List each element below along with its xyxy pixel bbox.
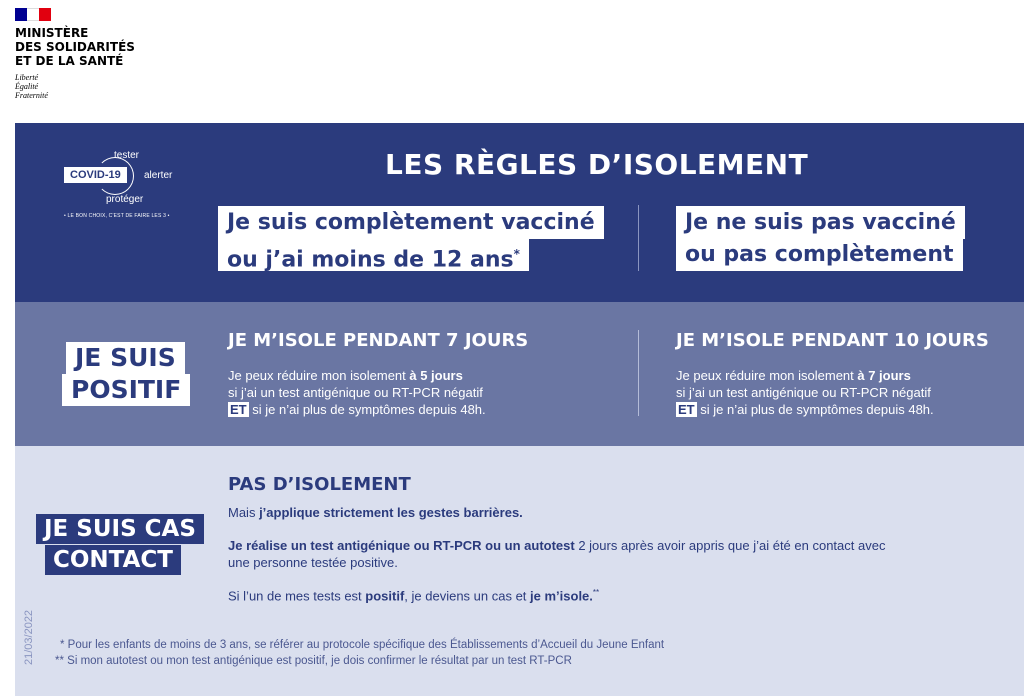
positive-label-1: JE SUIS — [66, 342, 185, 374]
covid-logo: tester COVID-19 alerter protéger • LE BON CHOIX, C'EST DE FAIRE LES 3 • — [64, 150, 173, 219]
not-vaccinated-label-1: Je ne suis pas vacciné — [676, 206, 965, 239]
et-badge: ET — [230, 402, 247, 417]
positive-test-text: Si l’un de mes tests est positif, je deviens un cas et je m’isole.** — [228, 588, 600, 604]
barrier-gestures-text: Mais j’applique strictement les gestes barrières. — [228, 505, 523, 520]
page-title: LES RÈGLES D’ISOLEMENT — [385, 148, 809, 181]
footnote-1: * Pour les enfants de moins de 3 ans, se référer au protocole spécifique des Établissements d’Accueil du Jeune Enfant — [60, 639, 665, 651]
republic-motto: Liberté Égalité Fraternité — [15, 73, 48, 100]
publication-date: 21/03/2022 — [23, 609, 35, 665]
positive-label-2: POSITIF — [62, 374, 190, 406]
vaccinated-label-2: ou j’ai moins de 12 ans* — [218, 238, 529, 271]
ministry-name: MINISTÈRE DES SOLIDARITÉS ET DE LA SANTÉ — [15, 26, 135, 68]
not-vaccinated-label-2: ou pas complètement — [676, 238, 963, 271]
not-vaccinated-isolation-heading: JE M’ISOLE PENDANT 10 JOURS — [676, 330, 989, 351]
test-instructions-text: Je réalise un test antigénique ou RT-PCR ou un autotest 2 jours après avoir appris que j’ai été en contact avec une personne testée positive. — [228, 538, 886, 570]
covid-badge: COVID-19 — [64, 167, 127, 183]
contact-label-2: CONTACT — [45, 545, 181, 575]
no-isolation-heading: PAS D’ISOLEMENT — [228, 474, 411, 495]
et-badge: ET — [678, 402, 695, 417]
french-flag-icon — [15, 8, 51, 21]
not-vaccinated-isolation-text: Je peux réduire mon isolement à 7 jours si j’ai un test antigénique ou RT-PCR négatif ET si je n’ai plus de symptômes depuis 48h. — [676, 368, 934, 417]
contact-label-1: JE SUIS CAS — [36, 514, 204, 544]
vaccinated-isolation-heading: JE M’ISOLE PENDANT 7 JOURS — [228, 330, 529, 351]
vaccinated-label-1: Je suis complètement vacciné — [218, 206, 604, 239]
column-divider — [638, 330, 639, 416]
vaccinated-isolation-text: Je peux réduire mon isolement à 5 jours si j’ai un test antigénique ou RT-PCR négatif ET si je n’ai plus de symptômes depuis 48h. — [228, 368, 486, 417]
column-divider — [638, 205, 639, 271]
footnote-2: ** Si mon autotest ou mon test antigénique est positif, je dois confirmer le résultat par un test RT-PCR — [55, 655, 572, 667]
